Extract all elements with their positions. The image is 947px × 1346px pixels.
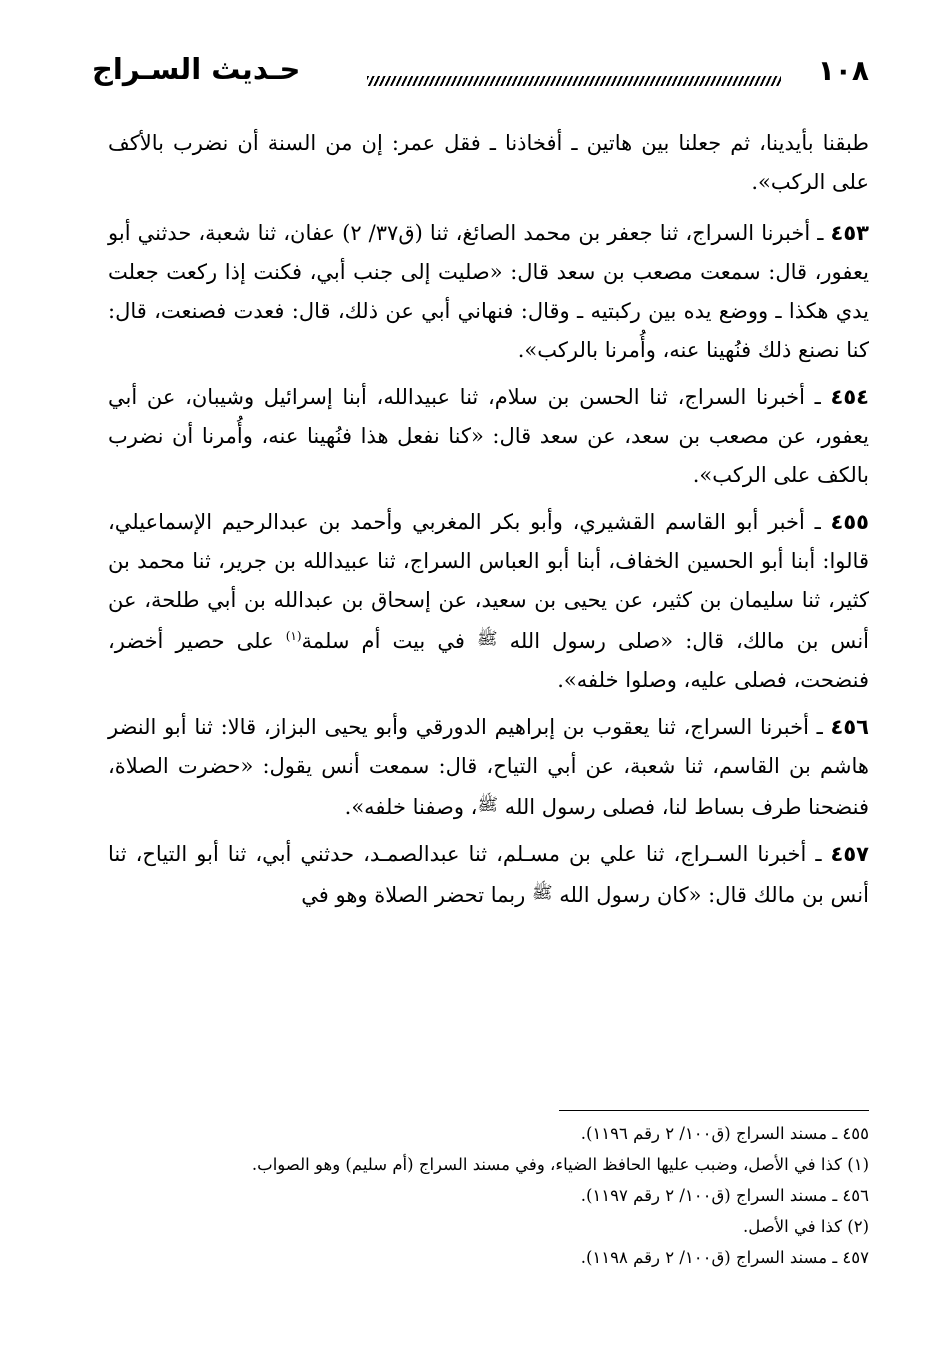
footnote-item: (٢) كذا في الأصل.	[743, 1217, 869, 1236]
footnote-item: ٤٥٥ ـ مسند السراج (ق١٠٠/ ٢ رقم ١١٩٦).	[580, 1124, 869, 1143]
hadith-text: ـ أخبرنا السراج، ثنا يعقوب بن إبراهيم الدورقي وأبو يحيى البزاز، قالا: ثنا أبو النضر هاشم بن القاسم، ثنا شعبة، عن أبي التياح، قال: سمعت أنس يقول: «حضرت الصلاة، فنضحنا طرف بساط لنا، فصلى رسول الله	[108, 715, 869, 819]
hadith-text: ـ أخبرنا السـراج، ثنا علي بن مسـلم، ثنا عبدالصمـد، حدثني أبي، ثنا أبو التياح، ثنا أنس بن مالك قال: «كان رسول الله	[108, 842, 869, 907]
footnote-marker: (١)	[285, 629, 302, 643]
footnotes	[108, 1118, 869, 1273]
hadith-text: ـ أخبرنا السراج، ثنا الحسن بن سلام، ثنا عبيدالله، أبنا إسرائيل وشيبان، عن أبي يعفور، عن مصعب بن سعد، عن سعد قال: «كنا نفعل هذا فنُهينا عنه، وأُمرنا أن نضرب بالكف على الركب».	[108, 385, 869, 487]
footnote-item: ٤٥٦ ـ مسند السراج (ق١٠٠/ ٢ رقم ١١٩٧).	[580, 1186, 869, 1205]
footnote-separator	[559, 1110, 869, 1111]
hadith-455	[108, 503, 869, 700]
hadith-text: ربما تحضر الصلاة وهو في	[301, 883, 526, 907]
hadith-text: ، وصفنا خلفه».	[344, 795, 478, 819]
running-title: حـديث السـراج	[92, 52, 301, 86]
paragraph-text: طبقنا بأيدينا، ثم جعلنا بين هاتين ـ أفخاذنا ـ فقل عمر: إن من السنة أن نضرب بالأكف على الركب».	[108, 131, 869, 194]
footnote-item: (١) كذا في الأصل، وضبب عليها الحافظ الضياء، وفي مسند السراج (أم سليم) وهو الصواب.	[251, 1155, 869, 1174]
hadith-number: ٤٥٤	[830, 385, 869, 409]
page-number: ١٠٨	[817, 54, 869, 87]
hadith-number: ٤٥٦	[830, 715, 869, 739]
hadith-text: على حصير أخضر، فنضحت، فصلى عليه، وصلوا خلفه».	[108, 629, 869, 692]
hadith-number: ٤٥٥	[830, 510, 869, 534]
hadith-453	[108, 214, 869, 370]
hadith-number: ٤٥٣	[830, 221, 869, 245]
hadith-text: ـ أخبر أبو القاسم القشيري، وأبو بكر المغربي وأحمد بن عبدالرحيم الإسماعيلي، قالوا: أبنا أبو الحسين الخفاف، أبنا أبو العباس السراج، ثنا عبيدالله بن جرير، ثنا محمد بن كثير، ثنا سليمان بن كثير، عن يحيى بن سعيد، عن إسحاق بن عبدالله بن أبي طلحة، عن أنس بن مالك، قال: «صلى رسول الله	[108, 510, 869, 653]
footnote-item: ٤٥٧ ـ مسند السراج (ق١٠٠/ ٢ رقم ١١٩٨).	[580, 1248, 869, 1267]
main-text	[108, 124, 869, 923]
paragraph-continuation	[108, 124, 869, 202]
hadith-text: في بيت أم سلمة	[301, 629, 465, 653]
page-header	[92, 48, 869, 98]
hadith-text: ـ أخبرنا السراج، ثنا جعفر بن محمد الصائغ، ثنا (ق٣٧/ ٢) عفان، ثنا شعبة، حدثني أبو يعفور، قال: سمعت مصعب بن سعد قال: «صليت إلى جنب أبي، فكنت إذا ركعت جعلت يدي هكذا ـ ووضع يده بين ركبتيه ـ وقال: فنهاني أبي عن ذلك، قال: فعدت فصنعت، قال: كنا نصنع ذلك فنُهينا عنه، وأُمرنا بالركب».	[108, 221, 869, 362]
hadith-454	[108, 378, 869, 495]
header-decorative-rule	[367, 76, 781, 86]
hadith-number: ٤٥٧	[830, 842, 869, 866]
hadith-456	[108, 708, 869, 827]
honorific-glyph: ﷺ	[476, 629, 498, 649]
honorific-glyph: ﷺ	[477, 795, 498, 815]
honorific-glyph: ﷺ	[531, 883, 553, 903]
hadith-457	[108, 835, 869, 915]
